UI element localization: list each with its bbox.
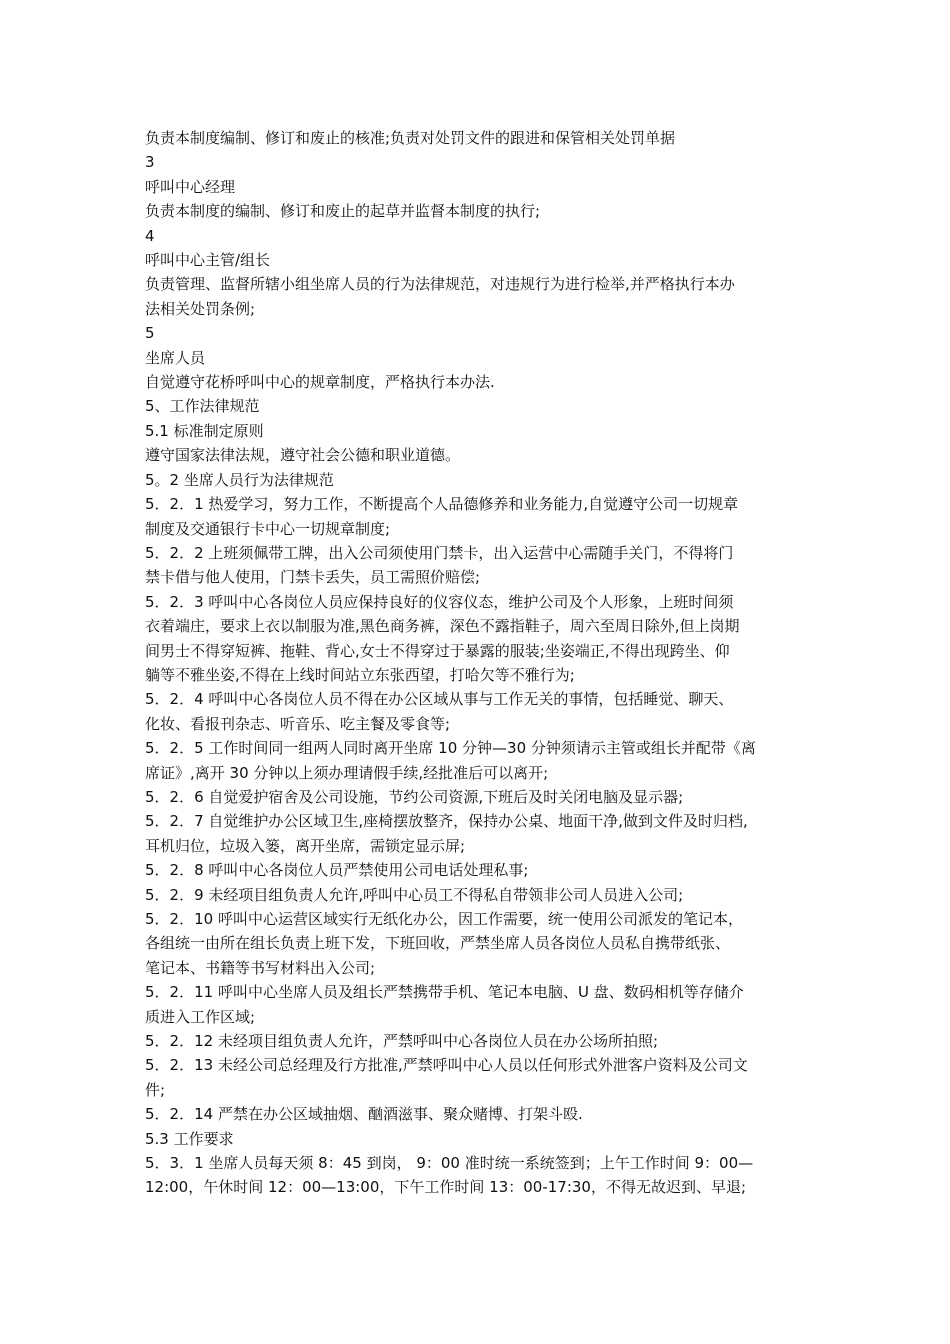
text-line: 5 [145,324,155,343]
text-line: 5．2．2 上班须佩带工牌，出入公司须使用门禁卡，出入运营中心需随手关门，不得将门 [145,543,734,562]
text-line: 5．2．11 呼叫中心坐席人员及组长严禁携带手机、笔记本电脑、U 盘、数码相机等存储介 [145,983,744,1002]
text-line: 5．2．4 呼叫中心各岗位人员不得在办公区域从事与工作无关的事情，包括睡觉、聊天、 [145,690,734,709]
text-line: 4 [145,226,155,245]
text-line: 5、工作法律规范 [145,397,260,416]
text-line: 耳机归位，垃圾入篓，离开坐席，需锁定显示屏; [145,836,466,855]
text-line: 自觉遵守花桥呼叫中心的规章制度，严格执行本办法. [145,373,495,392]
text-line: 负责本制度编制、修订和废止的核准;负责对处罚文件的跟进和保管相关处罚单据 [145,129,676,147]
text-line: 席证》,离开 30 分钟以上须办理请假手续,经批准后可以离开; [145,763,549,782]
text-line: 5．2．8 呼叫中心各岗位人员严禁使用公司电话处理私事; [145,861,529,880]
text-line: 笔记本、书籍等书写材料出入公司; [145,958,376,977]
text-line: 5．2．9 未经项目组负责人允许,呼叫中心员工不得私自带领非公司人员进入公司; [145,885,684,904]
text-line: 5.1 标准制定原则 [145,421,264,440]
text-line: 遵守国家法律法规，遵守社会公德和职业道德。 [145,446,461,465]
text-line: 5．2．13 未经公司总经理及行方批准,严禁呼叫中心人员以任何形式外泄客户资料及公司文 [145,1056,748,1075]
text-line: 各组统一由所在组长负责上班下发，下班回收，严禁坐席人员各岗位人员私自携带纸张、 [145,934,731,953]
text-line: 衣着端庄，要求上衣以制服为准,黑色商务裤，深色不露指鞋子，周六至周日除外,但上岗期 [145,617,740,636]
text-line: 坐席人员 [145,348,206,367]
text-line: 5．3．1 坐席人员每天须 8：45 到岗， 9：00 准时统一系统签到；上午工作时间 9：00— [145,1154,754,1173]
text-line: 5.3 工作要求 [145,1129,234,1148]
text-line: 5．2．6 自觉爱护宿舍及公司设施，节约公司资源,下班后及时关闭电脑及显示器; [145,787,684,806]
text-line: 呼叫中心主管/组长 [145,251,271,270]
text-line: 5．2．14 严禁在办公区域抽烟、酗酒滋事、聚众赌博、打架斗殴. [145,1105,583,1124]
text-line: 5．2．10 呼叫中心运营区域实行无纸化办公，因工作需要，统一使用公司派发的笔记本， [145,910,743,928]
text-line: 3 [145,153,155,172]
document-body [145,126,817,1200]
text-line: 禁卡借与他人使用，门禁卡丢失，员工需照价赔偿; [145,568,481,587]
text-line: 5．2．12 未经项目组负责人允许，严禁呼叫中心各岗位人员在办公场所拍照; [145,1032,658,1051]
text-line: 12:00，午休时间 12：00—13:00，下午工作时间 13：00-17:30，不得无故迟到、早退; [145,1178,747,1197]
text-line: 化妆、看报刊杂志、听音乐、吃主餐及零食等; [145,714,451,733]
text-line: 5．2．5 工作时间同一组两人同时离开坐席 10 分钟—30 分钟须请示主管或组长并配带《离 [145,739,756,758]
text-line: 间男士不得穿短裤、拖鞋、背心,女士不得穿过于暴露的服装;坐姿端正,不得出现跨坐、仰 [145,641,730,660]
text-line: 呼叫中心经理 [145,177,236,196]
text-line: 法相关处罚条例; [145,299,256,318]
text-line: 5．2．1 热爱学习，努力工作，不断提高个人品德修养和业务能力,自觉遵守公司一切规章 [145,495,739,514]
text-line: 5．2．7 自觉维护办公区域卫生,座椅摆放整齐，保持办公桌、地面干净,做到文件及时归档, [145,812,748,831]
text-line: 负责管理、监督所辖小组坐席人员的行为法律规范，对违规行为进行检举,并严格执行本办 [145,275,735,294]
text-line: 5．2．3 呼叫中心各岗位人员应保持良好的仪容仪态，维护公司及个人形象，上班时间须 [145,592,734,611]
text-line: 件; [145,1080,166,1099]
text-line: 躺等不雅坐姿,不得在上线时间站立东张西望，打哈欠等不雅行为; [145,665,575,684]
text-line: 制度及交通银行卡中心一切规章制度; [145,519,391,538]
text-line: 负责本制度的编制、修订和废止的起草并监督本制度的执行; [145,202,541,221]
text-line: 5。2 坐席人员行为法律规范 [145,470,334,489]
text-line: 质进入工作区域; [145,1007,256,1026]
